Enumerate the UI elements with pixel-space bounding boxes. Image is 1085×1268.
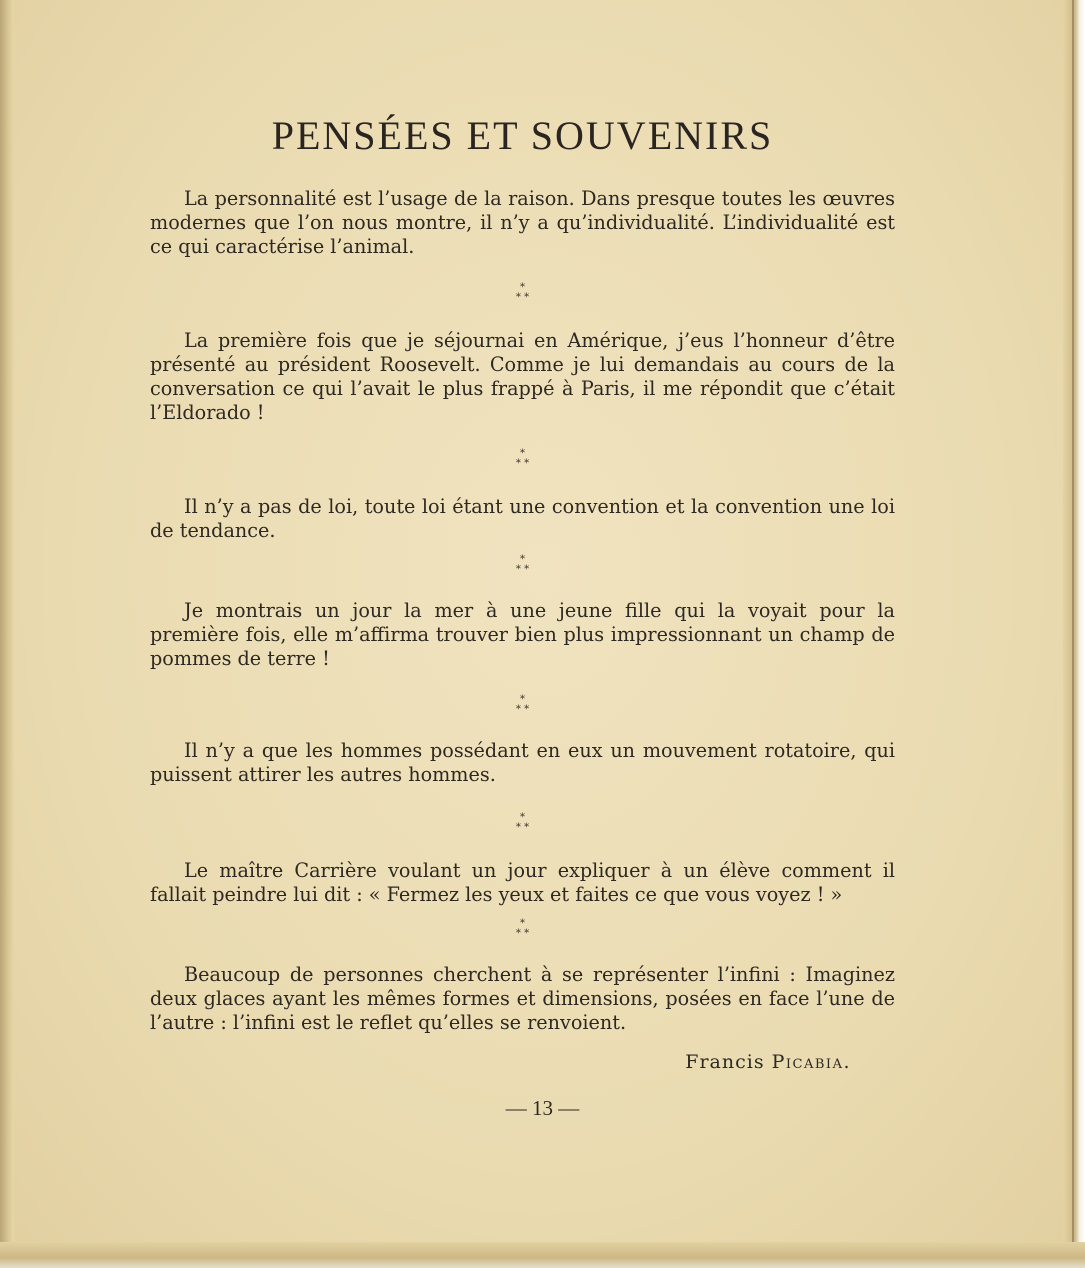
asterism-bottom: * * — [515, 704, 530, 715]
paragraph-personnalite: La personnalité est l’usage de la raison. Dans presque toutes les œuvres modernes que l’on nous montre, il n’y a qu’individualité. L’individualité est ce qui caractérise l’animal. — [150, 187, 895, 258]
asterism-separator — [150, 283, 895, 303]
asterism-bottom: * * — [515, 458, 530, 469]
asterism-separator — [150, 813, 895, 833]
paragraph-roosevelt: La première fois que je séjournai en Amérique, j’eus l’honneur d’être présenté au président Roosevelt. Comme je lui demandais au cours de la conversation ce qui l’avait le plus frappé à Paris, il me répondit que c’était l’Eldorado ! — [150, 329, 895, 424]
asterism-top: * — [520, 812, 525, 823]
asterism-bottom: * * — [515, 822, 530, 833]
asterism-bottom: * * — [515, 564, 530, 575]
asterism-separator — [150, 449, 895, 469]
asterism-separator — [150, 695, 895, 715]
asterism-separator — [150, 919, 895, 939]
binding-spine — [0, 0, 14, 1268]
paragraph-carriere: Le maître Carrière voulant un jour expliquer à un élève comment il fallait peindre lui dit : « Fermez les yeux et faites ce que vous voyez ! » — [150, 859, 895, 906]
asterism-bottom: * * — [515, 928, 530, 939]
paragraph-mer: Je montrais un jour la mer à une jeune fille qui la voyait pour la première fois, elle m’affirma trouver bien plus impressionnant un champ de pommes de terre ! — [150, 599, 895, 670]
page-edge-bottom — [0, 1242, 1085, 1268]
paragraph-loi: Il n’y a pas de loi, toute loi étant une convention et la convention une loi de tendance. — [150, 495, 895, 542]
asterism-top: * — [520, 918, 525, 929]
paragraph-mouvement: Il n’y a que les hommes possédant en eux un mouvement rotatoire, qui puissent attirer les autres hommes. — [150, 739, 895, 786]
author-first-name: Francis — [685, 1051, 765, 1073]
asterism-top: * — [520, 694, 525, 705]
author-last-name: Picabia. — [771, 1051, 851, 1073]
text-block — [150, 112, 895, 1073]
author-signature — [150, 1051, 895, 1073]
asterism-top: * — [520, 282, 525, 293]
asterism-top: * — [520, 554, 525, 565]
page-number: — 13 — — [505, 1096, 580, 1120]
asterism-separator — [150, 555, 895, 575]
page-edge-right — [1063, 0, 1085, 1268]
page-title: PENSÉES ET SOUVENIRS — [271, 113, 774, 158]
paragraph-infini: Beaucoup de personnes cherchent à se représenter l’infini : Imaginez deux glaces ayant les mêmes formes et dimensions, posées en face l’une de l’autre : l’infini est le reflet qu’elles se renvoient. — [150, 963, 895, 1034]
asterism-top: * — [520, 448, 525, 459]
asterism-bottom: * * — [515, 292, 530, 303]
